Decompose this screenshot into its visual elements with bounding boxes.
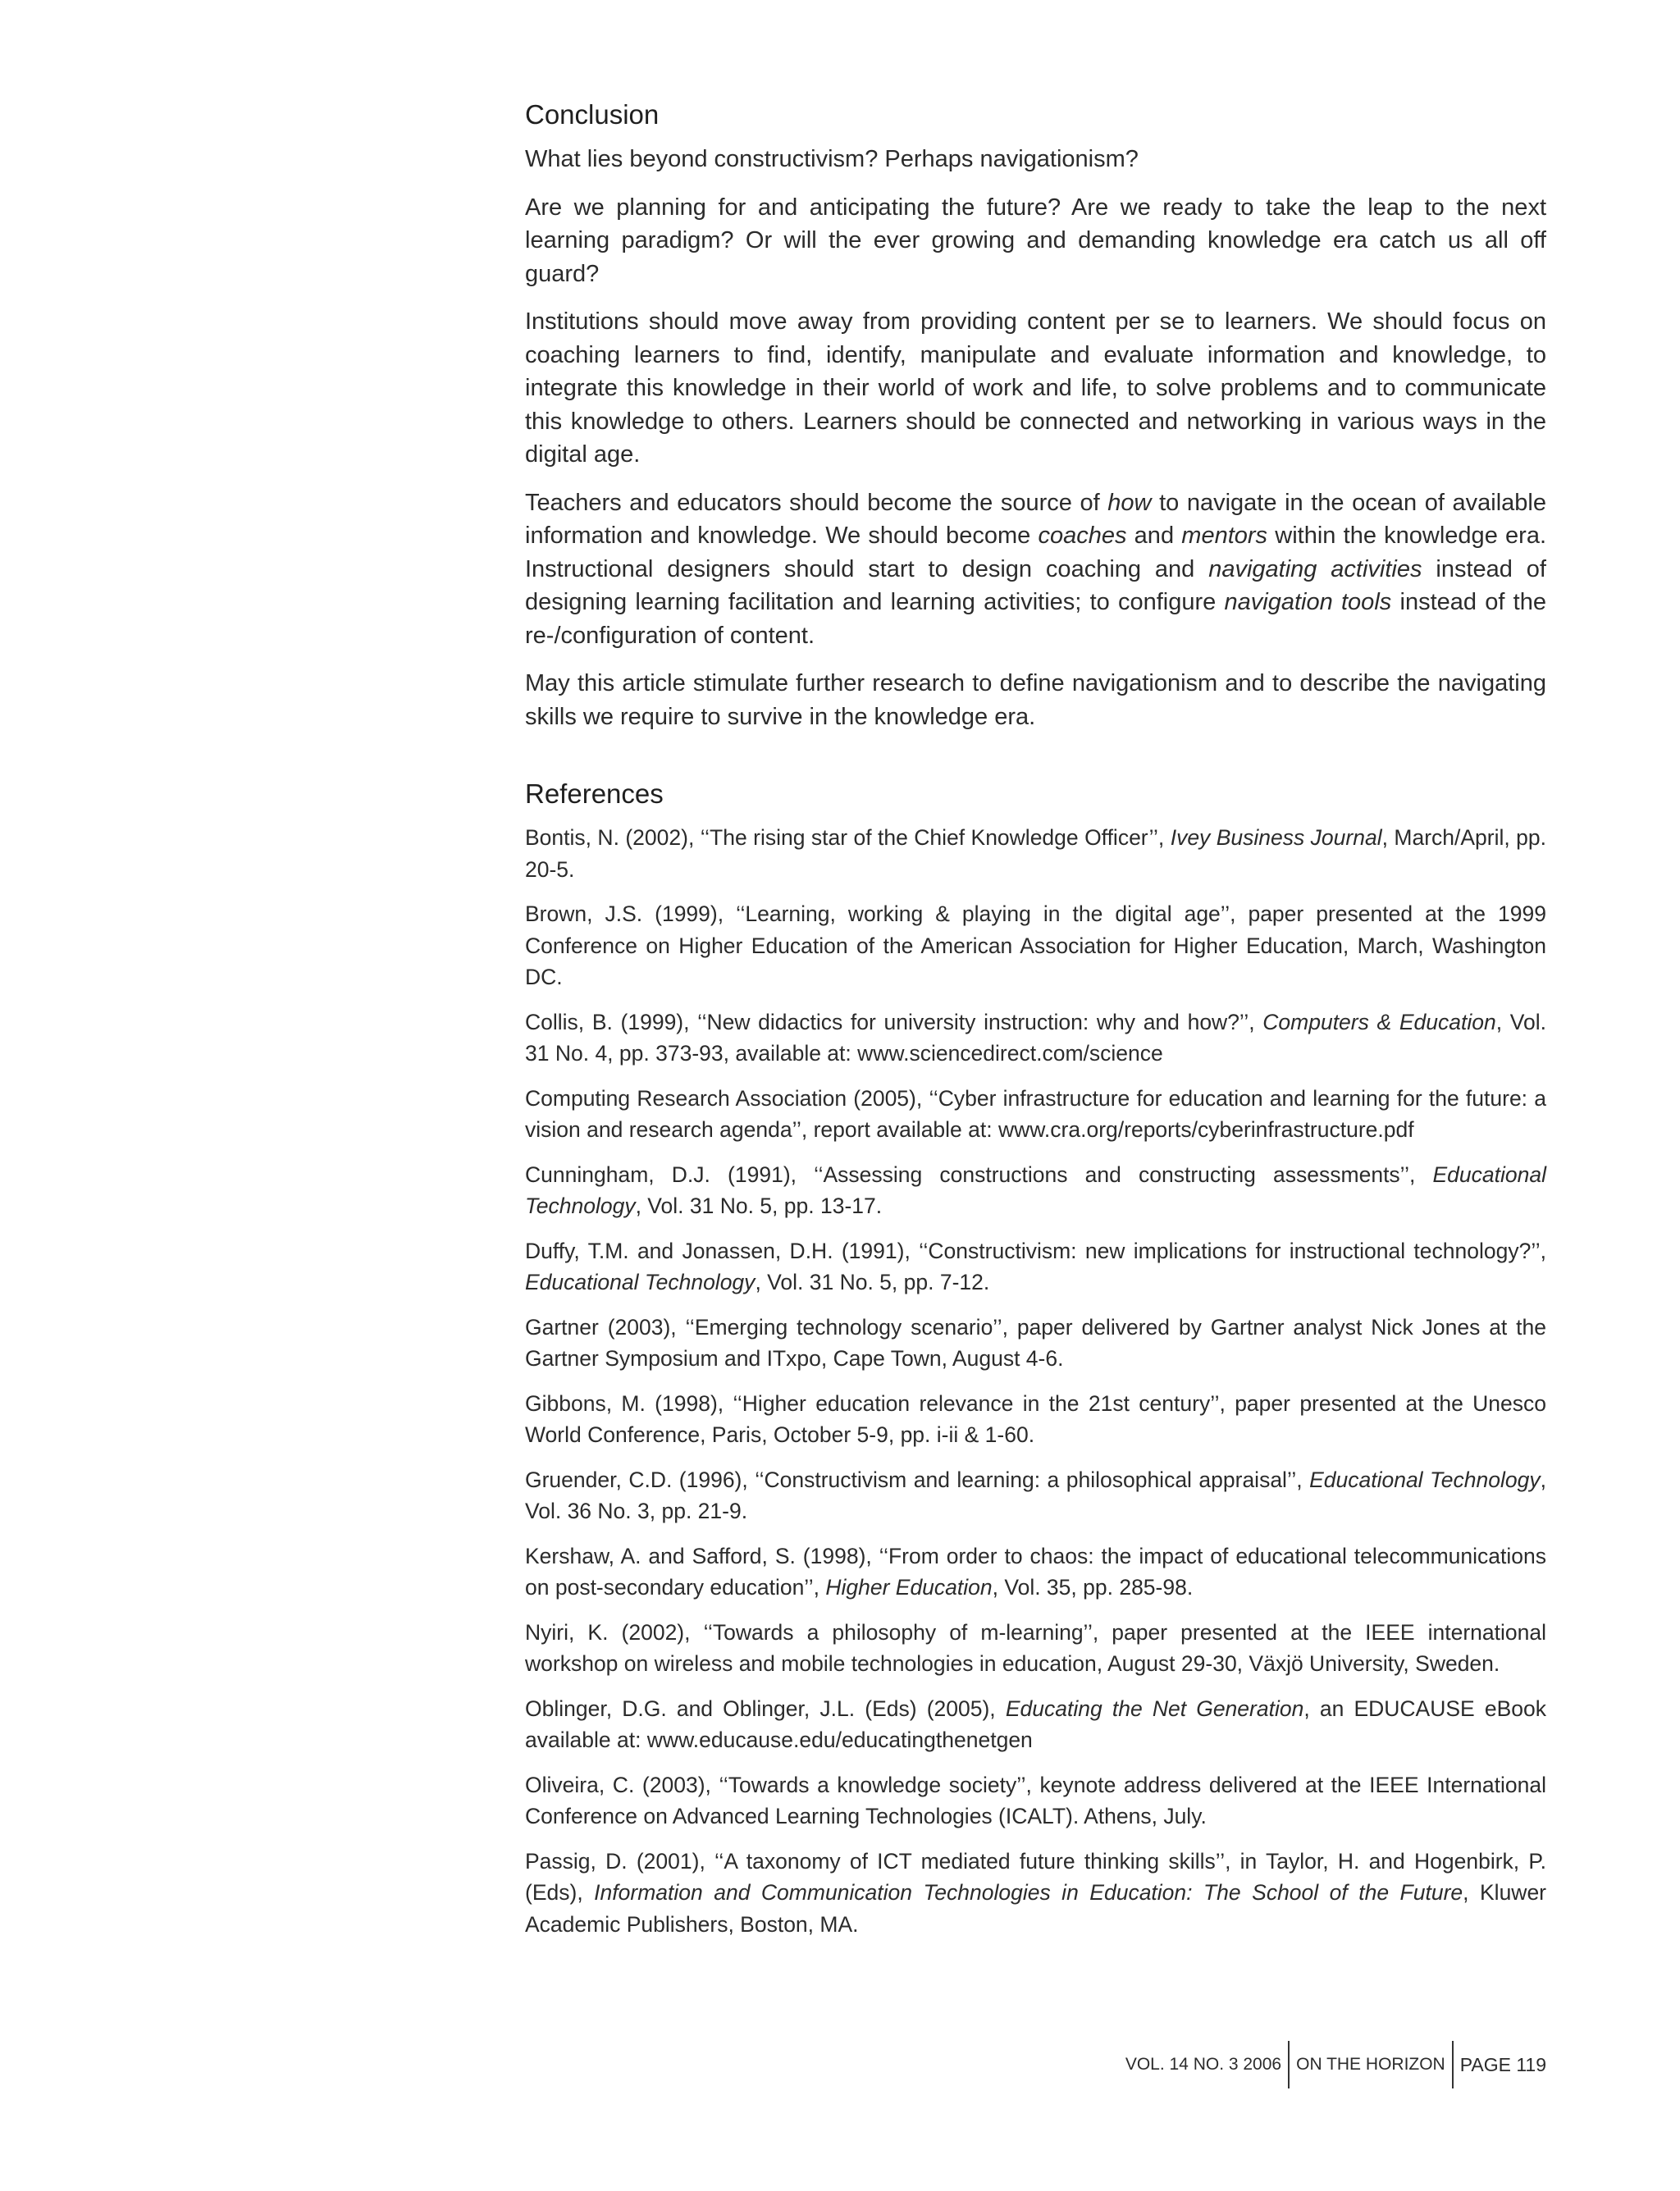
text-run: instead of the re-/configuration of content. (525, 589, 1547, 649)
footer-journal: ON THE HORIZON (1296, 2055, 1445, 2074)
italic-text: Educational Technology (1309, 1467, 1541, 1492)
text-run: Gruender, C.D. (1996), ‘‘Constructivism and learning: a philosophical appraisal’’, (525, 1467, 1310, 1492)
italic-text: Information and Communication Technologies in Education: The School of the Future (594, 1880, 1463, 1905)
reference-entry (525, 1312, 1546, 1375)
text-run: , Kluwer Academic Publishers, Boston, MA. (525, 1880, 1547, 1937)
reference-entry (525, 1464, 1546, 1527)
conclusion-paragraph (525, 191, 1546, 291)
text-run: , Vol. 31 No. 4, pp. 373-93, available at: www.sciencedirect.com/science (525, 1009, 1546, 1066)
text-run: instead of designing learning facilitation and learning activities; to configure (525, 555, 1546, 615)
text-run: , Vol. 35, pp. 285-98. (992, 1575, 1194, 1600)
article-column (525, 97, 1546, 1953)
text-run: , March/April, pp. 20-5. (525, 825, 1546, 882)
text-run: Nyiri, K. (2002), ‘‘Towards a philosophy of m-learning’’, paper presented at the IEEE international workshop on wireless and mobile technologies in education, August 29-30, Växjö University, Sweden. (525, 1619, 1546, 1676)
text-run: Passig, D. (2001), ‘‘A taxonomy of ICT mediated future thinking skills’’, in Taylor, H. and Hogenbirk, P. (Eds), (525, 1848, 1546, 1905)
reference-entry (525, 1769, 1546, 1833)
references-heading: References (525, 778, 664, 809)
italic-text: Higher Education (825, 1575, 993, 1600)
text-run: Gibbons, M. (1998), ‘‘Higher education relevance in the 21st century’’, paper presented at the Unesco World Conference, Paris, October 5-9, pp. i-ii & 1-60. (525, 1390, 1546, 1447)
text-run: Oliveira, C. (2003), ‘‘Towards a knowledge society’’, keynote address delivered at the IEEE International Conference on Advanced Learning Technologies (ICALT). Athens, July. (525, 1772, 1546, 1828)
text-run: Institutions should move away from providing content per se to learners. We should focus on coaching learners to find, identify, manipulate and evaluate information and knowledge, to integrate this knowledge in their world of work and life, to solve problems and to communicate this knowledge to others. Learners should be connected and networking in various ways in the digital age. (525, 308, 1546, 468)
page-footer (1125, 2040, 1546, 2089)
italic-text: mentors (1181, 523, 1268, 549)
text-run: What lies beyond constructivism? Perhaps navigationism? (525, 146, 1139, 172)
conclusion-paragraph (525, 143, 1546, 176)
text-run: , Vol. 31 No. 5, pp. 7-12. (755, 1270, 990, 1294)
text-run: Computing Research Association (2005), ‘‘Cyber infrastructure for education and learning for the future: a vision and research agenda’’, report available at: www.cra.org/reports/cyberinfrastructure.pdf (525, 1085, 1546, 1142)
text-run: , an EDUCAUSE eBook available at: www.educause.edu/educatingthenetgen (525, 1696, 1546, 1752)
reference-entry (525, 1388, 1546, 1451)
text-run: to navigate in the ocean of available information and knowledge. We should become (525, 489, 1546, 549)
footer-divider (1452, 2041, 1454, 2088)
text-run: Bontis, N. (2002), ‘‘The rising star of the Chief Knowledge Officer’’, (525, 825, 1171, 850)
text-run: within the knowledge era. Instructional designers should start to design coaching and (525, 523, 1547, 582)
text-run: Brown, J.S. (1999), ‘‘Learning, working & playing in the digital age’’, paper presented at the 1999 Conference on Higher Education of the American Association for Higher Education, March, Washington DC. (525, 902, 1546, 989)
reference-entry (525, 1159, 1546, 1222)
conclusion-section (525, 97, 1546, 733)
italic-text: Ivey Business Journal (1170, 825, 1382, 850)
text-run: May this article stimulate further research to define navigationism and to describe the navigating skills we require to survive in the knowledge era. (525, 670, 1546, 730)
italic-text: Educational Technology (525, 1162, 1546, 1218)
conclusion-paragraph (525, 667, 1546, 733)
text-run: and (1126, 523, 1182, 549)
text-run: , Vol. 31 No. 5, pp. 13-17. (635, 1194, 883, 1218)
references-list (525, 822, 1546, 1940)
italic-text: navigation tools (1224, 589, 1392, 615)
reference-entry (525, 1006, 1546, 1070)
italic-text: navigating activities (1208, 555, 1422, 582)
text-run: , Vol. 36 No. 3, pp. 21-9. (525, 1467, 1546, 1523)
reference-entry (525, 898, 1546, 993)
text-run: Cunningham, D.J. (1991), ‘‘Assessing constructions and constructing assessments’’, (525, 1162, 1433, 1187)
italic-text: Educational Technology (525, 1270, 756, 1294)
text-run: Teachers and educators should become the source of (525, 489, 1108, 516)
conclusion-paragraph (525, 305, 1546, 472)
italic-text: Computers & Education (1262, 1009, 1496, 1034)
reference-entry (525, 1541, 1546, 1604)
conclusion-body (525, 143, 1546, 733)
italic-text: how (1107, 489, 1152, 516)
text-run: Duffy, T.M. and Jonassen, D.H. (1991), ‘‘Constructivism: new implications for instructional technology?’’, (525, 1238, 1546, 1263)
text-run: Are we planning for and anticipating the future? Are we ready to take the leap to the next learning paradigm? Or will the ever growing and demanding knowledge era catch us all off guard? (525, 194, 1546, 287)
text-run: Collis, B. (1999), ‘‘New didactics for university instruction: why and how?’’, (525, 1009, 1263, 1034)
text-run: Gartner (2003), ‘‘Emerging technology scenario’’, paper delivered by Gartner analyst Nick Jones at the Gartner Symposium and ITxpo, Cape Town, August 4-6. (525, 1314, 1546, 1371)
italic-text: coaches (1038, 523, 1127, 549)
italic-text: Educating the Net Generation (1005, 1696, 1304, 1721)
text-run: Oblinger, D.G. and Oblinger, J.L. (Eds) (2005), (525, 1696, 1006, 1721)
text-run: Kershaw, A. and Safford, S. (1998), ‘‘From order to chaos: the impact of educational telecommunications on post-secondary education’’, (525, 1543, 1546, 1600)
conclusion-heading: Conclusion (525, 99, 660, 130)
footer-issue: VOL. 14 NO. 3 2006 (1125, 2055, 1282, 2074)
reference-entry (525, 1083, 1546, 1146)
reference-entry (525, 822, 1546, 885)
conclusion-paragraph (525, 486, 1546, 653)
reference-entry (525, 1617, 1546, 1680)
reference-entry (525, 1693, 1546, 1756)
page-number: PAGE 119 (1459, 2053, 1546, 2075)
references-section (525, 776, 1546, 1940)
footer-divider (1288, 2041, 1290, 2088)
reference-entry (525, 1846, 1546, 1941)
reference-entry (525, 1235, 1546, 1299)
